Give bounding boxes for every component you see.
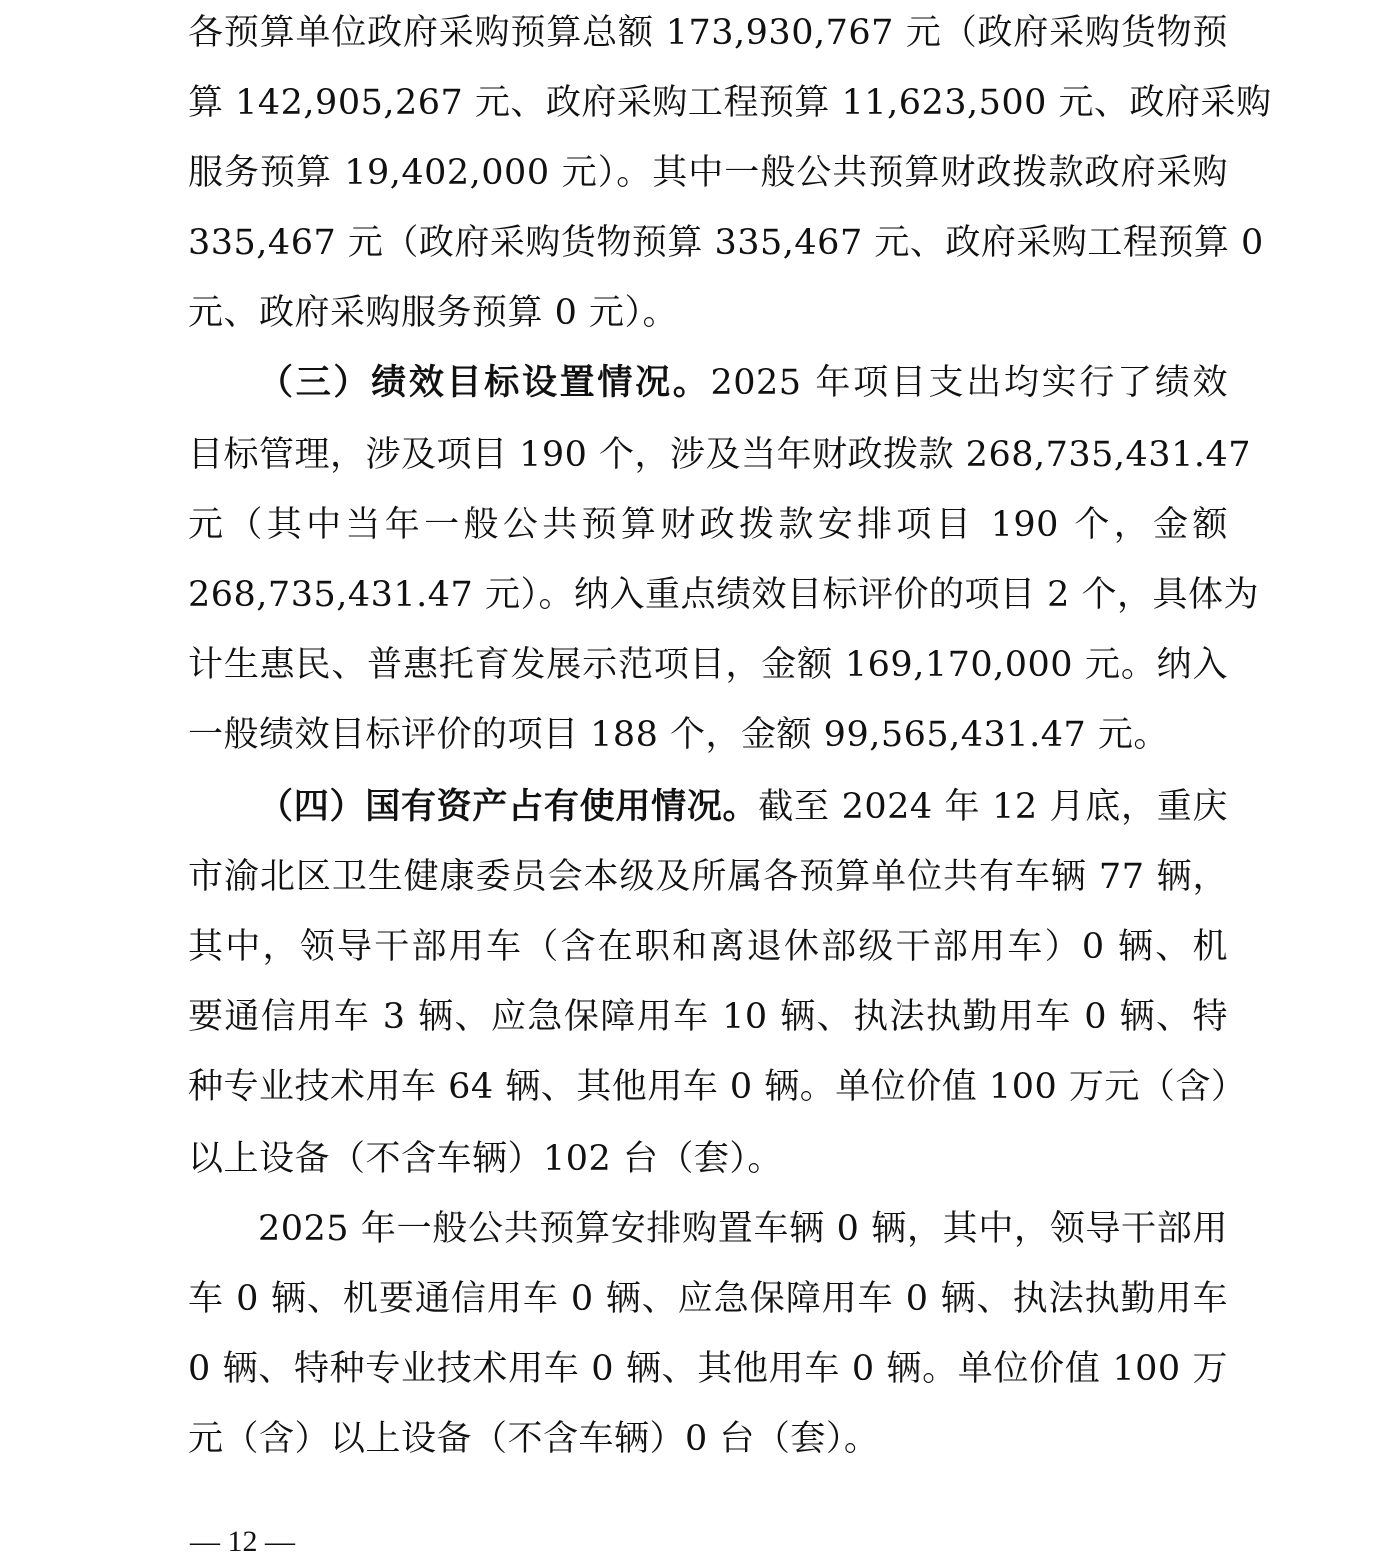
text-line: 各预算单位政府采购预算总额 173,930,767 元（政府采购货物预: [188, 13, 1228, 53]
text-line: 市渝北区卫生健康委员会本级及所属各预算单位共有车辆 77 辆，: [188, 857, 1228, 897]
text-line: 算 142,905,267 元、政府采购工程预算 11,623,500 元、政府采购: [188, 83, 1272, 123]
text-line: 种专业技术用车 64 辆、其他用车 0 辆。单位价值 100 万元（含）: [188, 1067, 1247, 1107]
text-line: 服务预算 19,402,000 元）。其中一般公共预算财政拨款政府采购: [188, 153, 1228, 193]
text-line: 计生惠民、普惠托育发展示范项目，金额 169,170,000 元。纳入: [188, 645, 1228, 685]
text-line: 元、政府采购服务预算 0 元）。: [188, 293, 679, 333]
section-heading: （三）绩效目标设置情况。: [258, 362, 711, 403]
text-run: 截至 2024 年 12 月底，重庆: [758, 787, 1228, 827]
page-number: — 12 —: [190, 1525, 295, 1558]
text-line: 以上设备（不含车辆）102 台（套）。: [188, 1139, 783, 1179]
text-line: 其中，领导干部用车（含在职和离退休部级干部用车）0 辆、机: [188, 927, 1228, 967]
text-line: 335,467 元（政府采购货物预算 335,467 元、政府采购工程预算 0: [188, 223, 1264, 263]
section-heading: （四）国有资产占有使用情况。: [258, 786, 759, 827]
text-line: 元（含）以上设备（不含车辆）0 台（套）。: [188, 1419, 880, 1459]
text-run: 2025 年项目支出均实行了绩效: [710, 363, 1228, 403]
text-line-with-heading: [258, 358, 1228, 408]
text-line: 要通信用车 3 辆、应急保障用车 10 辆、执法执勤用车 0 辆、特: [188, 997, 1228, 1037]
text-line-with-heading: [258, 782, 1228, 832]
text-line: 0 辆、特种专业技术用车 0 辆、其他用车 0 辆。单位价值 100 万: [188, 1349, 1228, 1389]
text-line: 2025 年一般公共预算安排购置车辆 0 辆，其中，领导干部用: [258, 1209, 1228, 1249]
text-line: 车 0 辆、机要通信用车 0 辆、应急保障用车 0 辆、执法执勤用车: [188, 1279, 1228, 1319]
text-line: 268,735,431.47 元）。纳入重点绩效目标评价的项目 2 个，具体为: [188, 575, 1259, 615]
text-line: 元（其中当年一般公共预算财政拨款安排项目 190 个，金额: [188, 505, 1228, 545]
text-line: 一般绩效目标评价的项目 188 个，金额 99,565,431.47 元。: [188, 715, 1169, 755]
text-line: 目标管理，涉及项目 190 个，涉及当年财政拨款 268,735,431.47: [188, 435, 1252, 475]
